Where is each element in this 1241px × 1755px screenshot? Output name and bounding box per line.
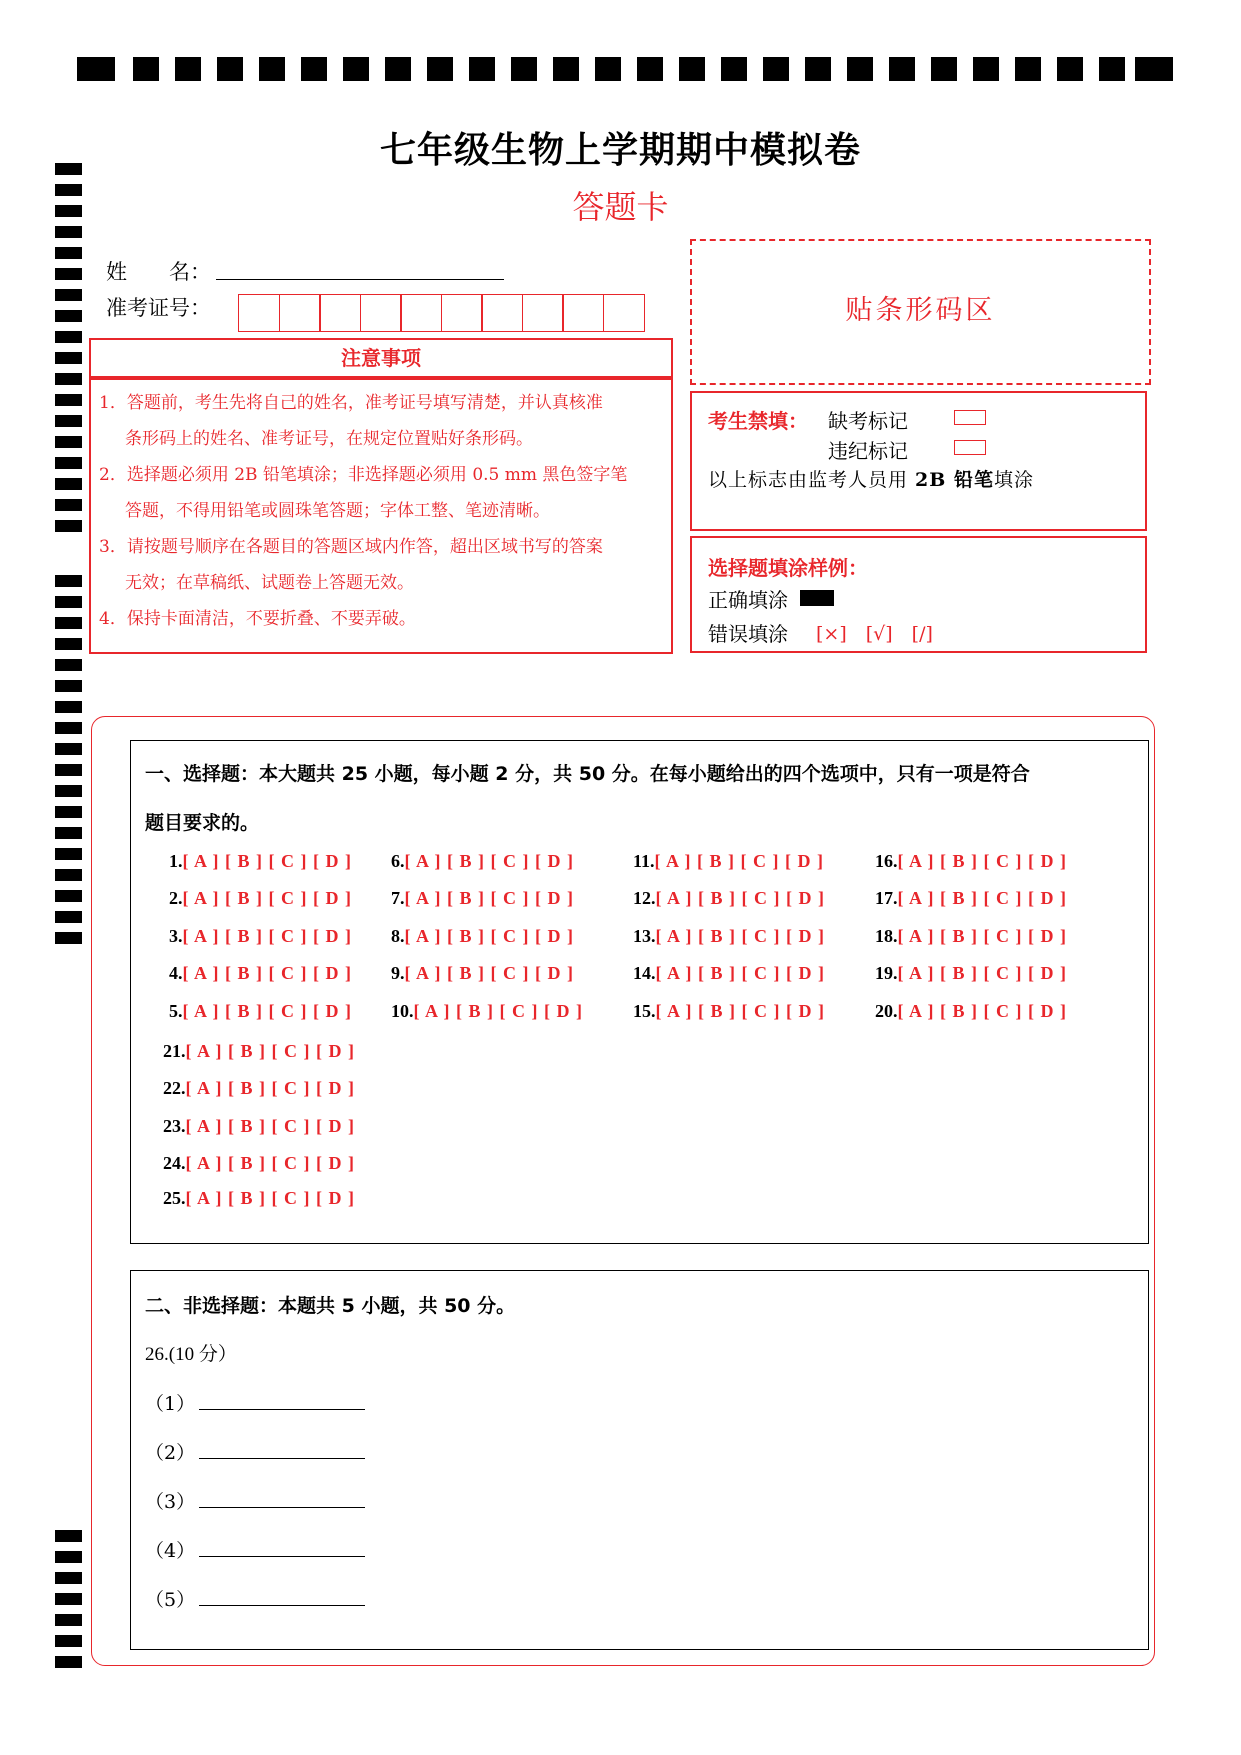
answer-options[interactable]: [ A ] [ B ] [ C ] [ D ] [182,963,352,983]
answer-options[interactable]: [ A ] [ B ] [ C ] [ D ] [897,1001,1067,1021]
answer-options[interactable]: [ A ] [ B ] [ C ] [ D ] [185,1041,355,1061]
mc-question-row[interactable] [163,1078,355,1099]
part-4[interactable] [145,1536,365,1563]
mc-question-row[interactable] [391,926,574,947]
answer-options[interactable]: [ A ] [ B ] [ C ] [ D ] [404,888,574,908]
mc-question-row[interactable] [875,851,1067,872]
name-field[interactable] [216,279,504,280]
mc-question-row[interactable] [875,963,1067,984]
question-number: 2. [169,888,183,908]
notice-line: 1．答题前，考生先将自己的姓名，准考证号填写清楚，并认真核准 [99,393,603,413]
mc-question-row[interactable] [169,1001,352,1022]
exam-id-box[interactable] [360,294,402,332]
part-5[interactable] [145,1585,365,1612]
answer-options[interactable]: [ A ] [ B ] [ C ] [ D ] [185,1153,355,1173]
notice-line: 无效；在草稿纸、试题卷上答题无效。 [125,573,414,593]
answer-options[interactable]: [ A ] [ B ] [ C ] [ D ] [182,851,352,871]
question-number: 21. [163,1041,186,1061]
question-number: 11. [633,851,655,871]
mc-question-row[interactable] [633,1001,825,1022]
mc-question-row[interactable] [633,888,825,909]
mc-question-row[interactable] [875,1001,1067,1022]
exam-id-box[interactable] [603,294,645,332]
mc-question-row[interactable] [391,1001,583,1022]
question-number: 4. [169,963,183,983]
forbidden-label: 考生禁填： [708,409,808,433]
exam-id-boxes[interactable] [238,294,643,331]
notice-line: 2．选择题必须用 2B 铅笔填涂；非选择题必须用 0.5 mm 黑色签字笔 [99,465,628,485]
barcode-area: 贴条形码区 [690,239,1151,385]
exam-id-box[interactable] [400,294,442,332]
part-2[interactable] [145,1438,365,1465]
forbidden-note-prefix: 以上标志由监考人员用 [708,469,916,491]
question-number: 9. [391,963,405,983]
answer-blank[interactable] [199,1587,365,1606]
question-number: 10. [391,1001,414,1021]
examinee-forbidden-box [690,391,1147,531]
answer-options[interactable]: [ A ] [ B ] [ C ] [ D ] [404,851,574,871]
answer-options[interactable]: [ A ] [ B ] [ C ] [ D ] [654,851,824,871]
question-number: 13. [633,926,656,946]
question-number: 22. [163,1078,186,1098]
section1-title-line1: 一、选择题：本大题共 25 小题，每小题 2 分，共 50 分。在每小题给出的四个选项中，只有一项是符合 [145,763,1030,785]
answer-options[interactable]: [ A ] [ B ] [ C ] [ D ] [185,1188,355,1208]
answer-options[interactable]: [ A ] [ B ] [ C ] [ D ] [655,963,825,983]
question-number: 6. [391,851,405,871]
answer-blank[interactable] [199,1489,365,1508]
exam-id-box[interactable] [522,294,564,332]
answer-options[interactable]: [ A ] [ B ] [ C ] [ D ] [655,1001,825,1021]
answer-options[interactable]: [ A ] [ B ] [ C ] [ D ] [413,1001,583,1021]
mc-question-row[interactable] [163,1153,355,1174]
mc-question-row[interactable] [169,888,352,909]
answer-options[interactable]: [ A ] [ B ] [ C ] [ D ] [404,926,574,946]
question-number: 8. [391,926,405,946]
question-number: 18. [875,926,898,946]
question-number: 19. [875,963,898,983]
exam-id-box[interactable] [481,294,523,332]
question-number: 12. [633,888,656,908]
mc-question-row[interactable] [633,963,825,984]
mc-question-row[interactable] [875,926,1067,947]
forbidden-note-bold: 2B 铅笔 [915,469,994,491]
answer-blank[interactable] [199,1538,365,1557]
mc-question-row[interactable] [875,888,1067,909]
section2-title: 二、非选择题：本题共 5 小题，共 50 分。 [145,1295,516,1317]
notice-box [89,378,673,654]
question-number: 14. [633,963,656,983]
violation-mark-label: 违纪标记 [828,439,908,463]
question-number: 15. [633,1001,656,1021]
notice-heading: 注意事项 [89,338,673,378]
answer-options[interactable]: [ A ] [ B ] [ C ] [ D ] [185,1078,355,1098]
wrong-fill-examples: [×] [√] [/] [816,623,933,645]
exam-id-box[interactable] [238,294,280,332]
mc-question-row[interactable] [391,851,574,872]
absent-mark-box[interactable] [954,410,986,425]
answer-blank[interactable] [199,1440,365,1459]
absent-mark-label: 缺考标记 [828,409,908,433]
part-1[interactable] [145,1389,365,1416]
exam-id-label: 准考证号： [106,296,211,320]
answer-blank[interactable] [199,1391,365,1410]
question-number: 1. [169,851,183,871]
mc-question-row[interactable] [163,1188,355,1209]
answer-options[interactable]: [ A ] [ B ] [ C ] [ D ] [897,963,1067,983]
page-title: 七年级生物上学期期中模拟卷 [379,130,861,171]
exam-id-box[interactable] [441,294,483,332]
question-number: 7. [391,888,405,908]
answer-options[interactable]: [ A ] [ B ] [ C ] [ D ] [182,888,352,908]
answer-options[interactable]: [ A ] [ B ] [ C ] [ D ] [182,926,352,946]
answer-options[interactable]: [ A ] [ B ] [ C ] [ D ] [897,888,1067,908]
forbidden-note [708,465,1034,492]
fill-sample-heading: 选择题填涂样例： [708,556,868,580]
exam-id-box[interactable] [562,294,604,332]
part-label: （5） [145,1589,196,1611]
part-label: （2） [145,1442,196,1464]
multiple-choice-section [130,740,1149,1244]
answer-options[interactable]: [ A ] [ B ] [ C ] [ D ] [897,926,1067,946]
notice-line: 条形码上的姓名、准考证号，在规定位置贴好条形码。 [125,429,533,449]
part-label: （4） [145,1540,196,1562]
question-number: 25. [163,1188,186,1208]
question-number: 23. [163,1116,186,1136]
question-number: 3. [169,926,183,946]
answer-options[interactable]: [ A ] [ B ] [ C ] [ D ] [655,926,825,946]
violation-mark-box[interactable] [954,440,986,455]
part-3[interactable] [145,1487,365,1514]
correct-fill-label: 正确填涂 [708,588,788,612]
answer-options[interactable]: [ A ] [ B ] [ C ] [ D ] [897,851,1067,871]
notice-line: 4．保持卡面清洁，不要折叠、不要弄破。 [99,609,416,629]
question-number: 24. [163,1153,186,1173]
question-number: 20. [875,1001,898,1021]
question-number: 16. [875,851,898,871]
part-label: （1） [145,1393,196,1415]
mc-question-row[interactable] [163,1041,355,1062]
question-number: 17. [875,888,898,908]
answer-options[interactable]: [ A ] [ B ] [ C ] [ D ] [185,1116,355,1136]
notice-line: 3．请按题号顺序在各题目的答题区域内作答，超出区域书写的答案 [99,537,603,557]
mc-question-row[interactable] [169,851,352,872]
mc-question-row[interactable] [633,926,825,947]
exam-id-box[interactable] [279,294,321,332]
free-response-section [130,1270,1149,1650]
mc-question-row[interactable] [169,926,352,947]
timing-marks-top [77,57,1177,81]
name-label: 姓 名： [106,260,211,284]
question-26-label: 26.(10 分） [145,1344,237,1365]
mc-question-row[interactable] [391,888,574,909]
mc-question-row[interactable] [169,963,352,984]
correct-fill-swatch [800,590,834,606]
question-number: 5. [169,1001,183,1021]
notice-line: 答题，不得用铅笔或圆珠笔答题；字体工整、笔迹清晰。 [125,501,550,521]
part-label: （3） [145,1491,196,1513]
answer-options[interactable]: [ A ] [ B ] [ C ] [ D ] [655,888,825,908]
answer-options[interactable]: [ A ] [ B ] [ C ] [ D ] [404,963,574,983]
mc-question-row[interactable] [391,963,574,984]
mc-question-row[interactable] [633,851,824,872]
wrong-fill-label: 错误填涂 [708,622,788,646]
page-subtitle: 答题卡 [572,188,669,226]
section1-title-line2: 题目要求的。 [145,812,260,834]
answer-options[interactable]: [ A ] [ B ] [ C ] [ D ] [182,1001,352,1021]
exam-id-box[interactable] [319,294,361,332]
fill-sample-box [690,536,1147,653]
mc-question-row[interactable] [163,1116,355,1137]
forbidden-note-suffix: 填涂 [993,469,1034,491]
